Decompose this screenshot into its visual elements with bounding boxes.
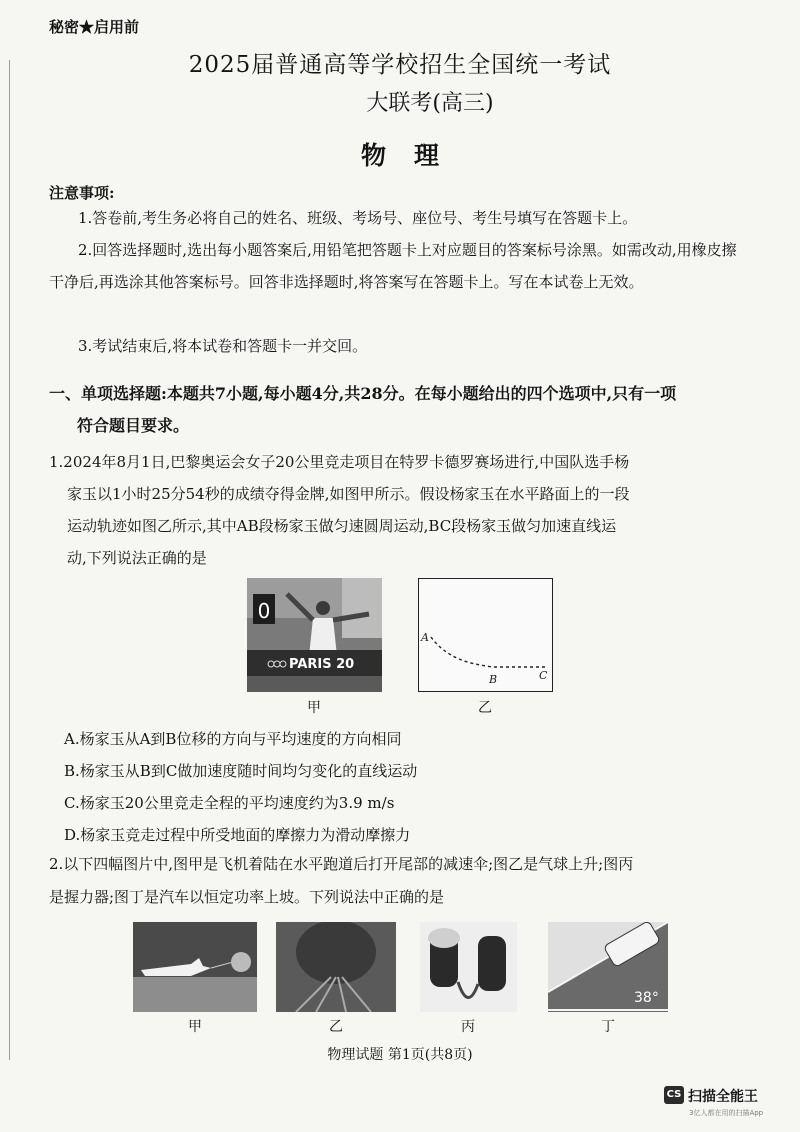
balloon-picture xyxy=(276,922,396,1012)
q2-picture-bing xyxy=(420,922,517,1012)
q2-picture-yi xyxy=(276,922,396,1012)
q1-caption-yi: 乙 xyxy=(478,700,492,716)
q1-line-3: 运动轨迹如图乙所示,其中AB段杨家玉做匀速圆周运动,BC段杨家玉做匀加速直线运 xyxy=(67,517,617,535)
q1-option-b: B.杨家玉从B到C做加速度随时间均匀变化的直线运动 xyxy=(64,762,418,780)
q1-line-2: 家玉以1小时25分54秒的成绩夺得金牌,如图甲所示。假设杨家玉在水平路面上的一段 xyxy=(67,485,630,503)
q2-caption-ding: 丁 xyxy=(601,1019,615,1035)
point-b-label: B xyxy=(489,673,498,686)
section-heading-line-2: 符合题目要求。 xyxy=(77,416,190,435)
hand-gripper-picture xyxy=(420,922,517,1012)
scanner-tagline: 3亿人都在用的扫描App xyxy=(689,1109,764,1117)
q2-line-2: 是握力器;图丁是汽车以恒定功率上坡。下列说法中正确的是 xyxy=(49,888,445,906)
q2-picture-ding xyxy=(548,922,668,1012)
q2-caption-yi: 乙 xyxy=(329,1019,343,1035)
binding-margin-line xyxy=(9,60,10,1060)
q1-line-1: 1.2024年8月1日,巴黎奥运会女子20公里竞走项目在特罗卡德罗赛场进行,中国队选手杨 xyxy=(49,453,630,471)
q1-options xyxy=(64,728,744,844)
photo-counter: 0 xyxy=(257,599,271,623)
exam-title: 2025届普通高等学校招生全国统一考试 xyxy=(188,52,612,78)
trajectory-diagram xyxy=(419,579,551,690)
notice-item-3: 3.考试结束后,将本试卷和答题卡一并交回。 xyxy=(78,337,368,355)
page-footer: 物理试题 第1页(共8页) xyxy=(327,1047,473,1063)
question-1 xyxy=(49,446,749,574)
q2-caption-bing: 丙 xyxy=(461,1019,475,1035)
q1-option-d: D.杨家玉竞走过程中所受地面的摩擦力为滑动摩擦力 xyxy=(64,826,411,844)
confidential-mark: 秘密★启用前 xyxy=(49,18,140,36)
q1-option-c: C.杨家玉20公里竞走全程的平均速度约为3.9 m/s xyxy=(64,794,395,812)
subject-title: 物理 xyxy=(360,141,467,170)
q2-line-1: 2.以下四幅图片中,图甲是飞机着陆在水平跑道后打开尾部的减速伞;图乙是气球上升;图丙 xyxy=(49,855,634,873)
q1-line-4: 动,下列说法正确的是 xyxy=(67,549,207,567)
notice-heading: 注意事项: xyxy=(49,184,115,202)
section-heading-line-1: 一、单项选择题:本题共7小题,每小题4分,共28分。在每小题给出的四个选项中,只有一项 xyxy=(49,384,677,403)
point-c-label: C xyxy=(539,669,548,682)
slope-angle-label: 38° xyxy=(634,990,659,1006)
exam-subtitle: 大联考(高三) xyxy=(366,91,494,116)
paris-sign: PARIS 20 xyxy=(289,657,355,672)
trajectory-path xyxy=(431,637,547,667)
q1-option-a: A.杨家玉从A到B位移的方向与平均速度的方向相同 xyxy=(64,730,402,748)
question-2 xyxy=(49,848,749,914)
athlete-photo xyxy=(247,578,382,692)
scanner-app-name: 扫描全能王 xyxy=(688,1089,758,1105)
plane-parachute-picture xyxy=(133,922,257,1012)
scanner-logo-icon: CS xyxy=(664,1086,684,1104)
car-slope-picture xyxy=(548,922,668,1012)
q2-caption-jia: 甲 xyxy=(188,1019,202,1035)
point-a-label: A xyxy=(421,631,429,644)
q1-photo-figure xyxy=(247,578,382,692)
q1-trajectory-figure xyxy=(418,578,553,692)
notice-item-2: 2.回答选择题时,选出每小题答案后,用铅笔把答题卡上对应题目的答案标号涂黑。如需改动,用橡皮擦干净后,再选涂其他答案标号。回答非选择题时,将答案写在答题卡上。写在本试卷上无效。 xyxy=(49,241,737,291)
section-heading xyxy=(49,378,749,442)
q1-caption-jia: 甲 xyxy=(307,700,321,716)
q2-picture-jia xyxy=(133,922,257,1012)
notice-item-1: 1.答卷前,考生务必将自己的姓名、班级、考场号、座位号、考生号填写在答题卡上。 xyxy=(78,209,638,227)
